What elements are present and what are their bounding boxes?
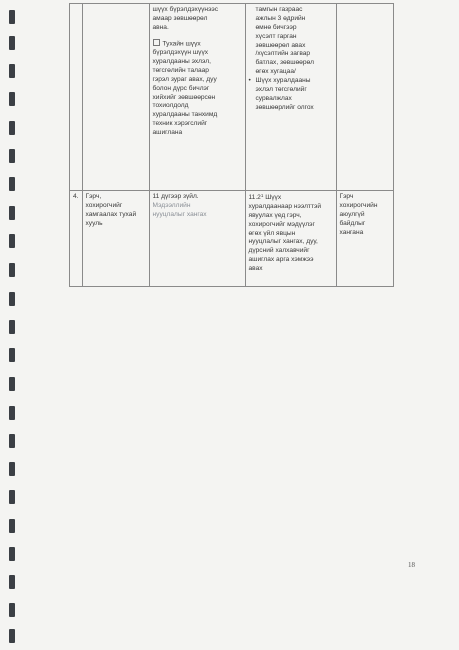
text-line: • Шүүх хуралдааны [255,77,311,85]
text-line: хууль [85,219,103,227]
binding-hole [9,629,15,643]
clause-number: 11.2 [248,194,261,201]
text-line: эхлэл төгсгөлийг [255,86,307,94]
text-line: өгөх хугацаа/ [255,68,296,76]
cell-provision-cont [149,4,245,191]
binding-hole [9,64,15,78]
binding-hole [9,406,15,420]
text-line: бүрэлдэхүүн шүүх [152,49,209,57]
text-line: төгсгөлийн талаар [152,66,209,74]
text-line: тохиолдолд [152,102,189,110]
text-span: Тухайн шүүх [162,40,201,48]
cell-expected-result [336,191,393,287]
text-line: өгөх үйл явцын [248,229,296,237]
text-line: хохирогчийн [339,201,378,209]
text-line: хохирогчийг мэдүүлэг [248,220,315,228]
text-line: амаар зөвшөөрөл [152,14,208,22]
binding-hole [9,603,15,617]
text-line: Мэдээллийн [152,201,191,209]
text-line: /хүсэлтийн загвар [255,50,311,58]
text-line: зөвшөөрлийг олгох [255,103,314,111]
text-line: аюулгүй [339,210,365,218]
table-row-continued [70,4,394,191]
binding-hole [9,292,15,306]
text-line: авах [248,265,263,273]
binding-hole [9,36,15,50]
text-line: техник хэрэгслийг [152,120,208,128]
page-number: 18 [408,561,415,569]
binding-hole [9,121,15,135]
binding-hole [9,320,15,334]
checkbox-bullet-icon [153,39,160,46]
text-line: батлах, зөвшөөрөл [255,59,314,67]
text-line [153,39,242,49]
text-line: ажлын 3 өдрийн [255,14,306,22]
binding-hole [9,490,15,504]
cell-regulation [245,191,336,287]
text-span: Шүүх [263,194,282,201]
text-line: нууцлалыг хангах, дуу, [248,238,318,246]
text-line: тамгын газраас [255,6,303,13]
text-line: гэрэл зураг авах, дуу [152,75,217,83]
binding-holes [9,0,17,650]
text-line: дүрсний халхавчийг [248,247,310,255]
binding-hole [9,547,15,561]
binding-hole [9,434,15,448]
text-line: ашиглах арга хэмжээ [248,256,314,264]
text-line: ашиглана [152,129,183,137]
text-line: Гэрч, [85,193,102,200]
table-row-4 [70,191,394,287]
binding-hole [9,462,15,476]
cell-expected-empty [336,4,393,191]
binding-hole [9,234,15,248]
cell-num: 4. [70,191,83,287]
text-line: хуралдааны эхлэл, [152,57,211,65]
text-line: хохирогчийг [85,201,123,209]
text-line: авна. [152,23,169,31]
text-line: нууцлалыг хангах [152,210,207,218]
binding-hole [9,377,15,391]
binding-hole [9,519,15,533]
binding-hole [9,263,15,277]
list-item [249,6,333,77]
binding-hole [9,177,15,191]
cell-article [149,191,245,287]
binding-hole [9,149,15,163]
text-line: шүүх бүрэлдэхүүнээс [152,6,219,13]
binding-hole [9,348,15,362]
text-line: хийхийг зөвшөөрсөн [152,93,216,101]
text-line: хуралдаанаар нээлттэй [248,202,322,210]
binding-hole [9,575,15,589]
text-line: хамгаалах тухай [85,210,137,218]
law-table [69,3,394,287]
text-line: хуралдааны танхимд [152,111,218,119]
cell-num-empty [70,4,83,191]
text-line: байдлыг [339,219,366,227]
clause-superscript: 1 [260,193,264,198]
binding-hole [9,92,15,106]
cell-regulation-cont [245,4,336,191]
text-line: хүсэлт гарган [255,32,297,40]
text-line: 11 дүгээр зүйл. [152,193,199,200]
list-item [249,77,333,113]
text-line: сурвалжлах [255,94,292,102]
binding-hole [9,206,15,220]
text-line: өмнө бичгээр [255,23,297,31]
cell-law-empty [82,4,149,191]
text-line: явуулах үед гэрч, [248,211,302,219]
text-line: Гэрч [339,193,354,200]
text-line: зөвшөөрөл авах [255,41,306,49]
text-line [249,193,333,203]
text-line: хангана [339,228,364,236]
cell-law-name [82,191,149,287]
binding-hole [9,10,15,24]
text-line: болон дүрс бичлэг [152,84,210,92]
